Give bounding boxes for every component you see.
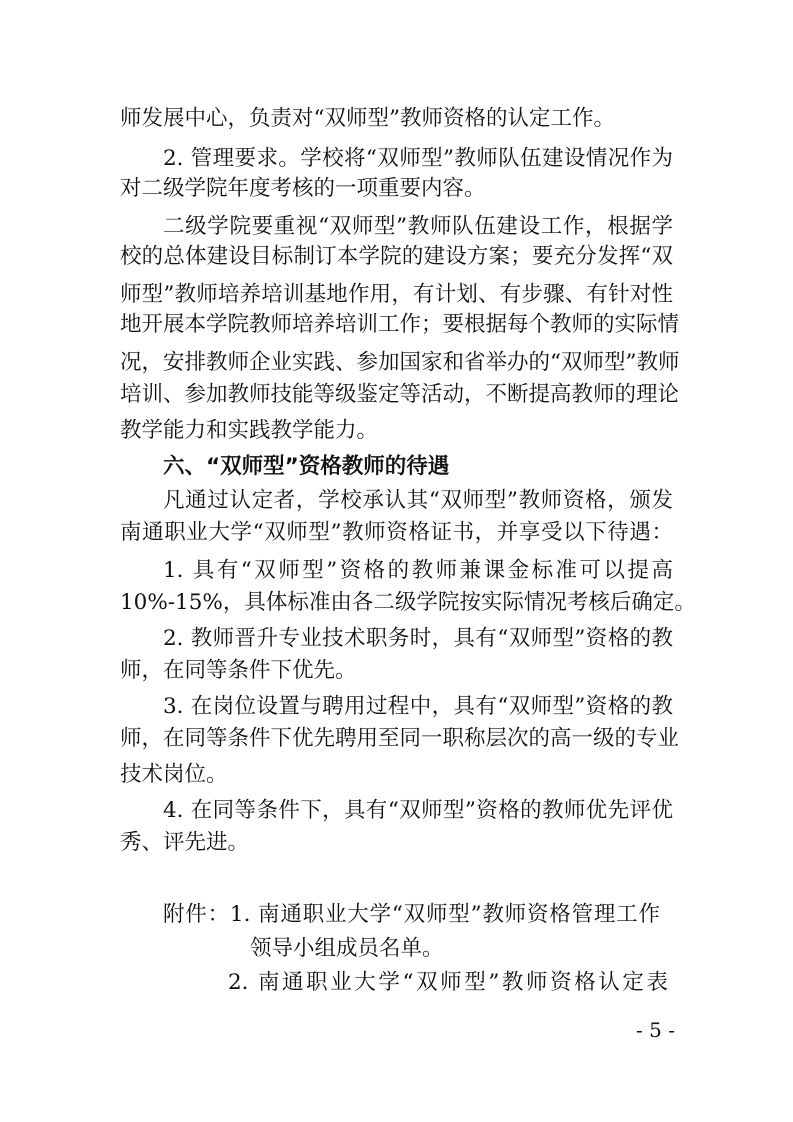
body-line: 二级学院要重视“双师型”教师队伍建设工作，根据学 bbox=[163, 214, 673, 239]
body-line: 况，安排教师企业实践、参加国家和省举办的“双师型”教师 bbox=[120, 350, 680, 375]
body-line: 秀、评先进。 bbox=[120, 830, 250, 855]
attachment-item-2: 2. 南通职业大学“双师型”教师资格认定表 bbox=[228, 970, 668, 995]
body-line: 师型”教师培养培训基地作用，有计划、有步骤、有针对性 bbox=[120, 282, 673, 307]
body-line: 南通职业大学“双师型”教师资格证书，并享受以下待遇： bbox=[120, 520, 673, 545]
attachment-item-1: 附件：1. 南通职业大学“双师型”教师资格管理工作 bbox=[163, 902, 660, 927]
body-line: 3. 在岗位设置与聘用过程中，具有“双师型”资格的教 bbox=[163, 694, 673, 719]
page-number: - 5 - bbox=[636, 1018, 675, 1042]
body-line: 2. 管理要求。学校将“双师型”教师队伍建设情况作为 bbox=[163, 146, 673, 171]
body-line: 教学能力和实践教学能力。 bbox=[120, 418, 379, 443]
body-line: 师发展中心，负责对“双师型”教师资格的认定工作。 bbox=[120, 106, 615, 131]
attachment-item-1-continued: 领导小组成员名单。 bbox=[250, 936, 444, 961]
body-line: 凡通过认定者，学校承认其“双师型”教师资格，颁发 bbox=[163, 488, 673, 513]
section-heading: 六、“双师型”资格教师的待遇 bbox=[163, 454, 450, 479]
body-line: 师，在同等条件下优先。 bbox=[120, 658, 357, 683]
body-line: 2. 教师晋升专业技术职务时，具有“双师型”资格的教 bbox=[163, 626, 673, 651]
body-line: 4. 在同等条件下，具有“双师型”资格的教师优先评优 bbox=[163, 798, 673, 823]
body-line: 师，在同等条件下优先聘用至同一职称层次的高一级的专业 bbox=[120, 726, 680, 751]
body-line: 培训、参加教师技能等级鉴定等活动，不断提高教师的理论 bbox=[120, 382, 680, 407]
body-line: 10%-15%，具体标准由各二级学院按实际情况考核后确定。 bbox=[120, 590, 696, 615]
body-line: 地开展本学院教师培养培训工作；要根据每个教师的实际情 bbox=[120, 312, 680, 337]
body-line: 技术岗位。 bbox=[120, 762, 228, 787]
body-line: 校的总体建设目标制订本学院的建设方案；要充分发挥“双 bbox=[120, 244, 673, 269]
body-line: 对二级学院年度考核的一项重要内容。 bbox=[120, 176, 486, 201]
body-line: 1. 具有“双师型”资格的教师兼课金标准可以提高 bbox=[163, 558, 673, 583]
